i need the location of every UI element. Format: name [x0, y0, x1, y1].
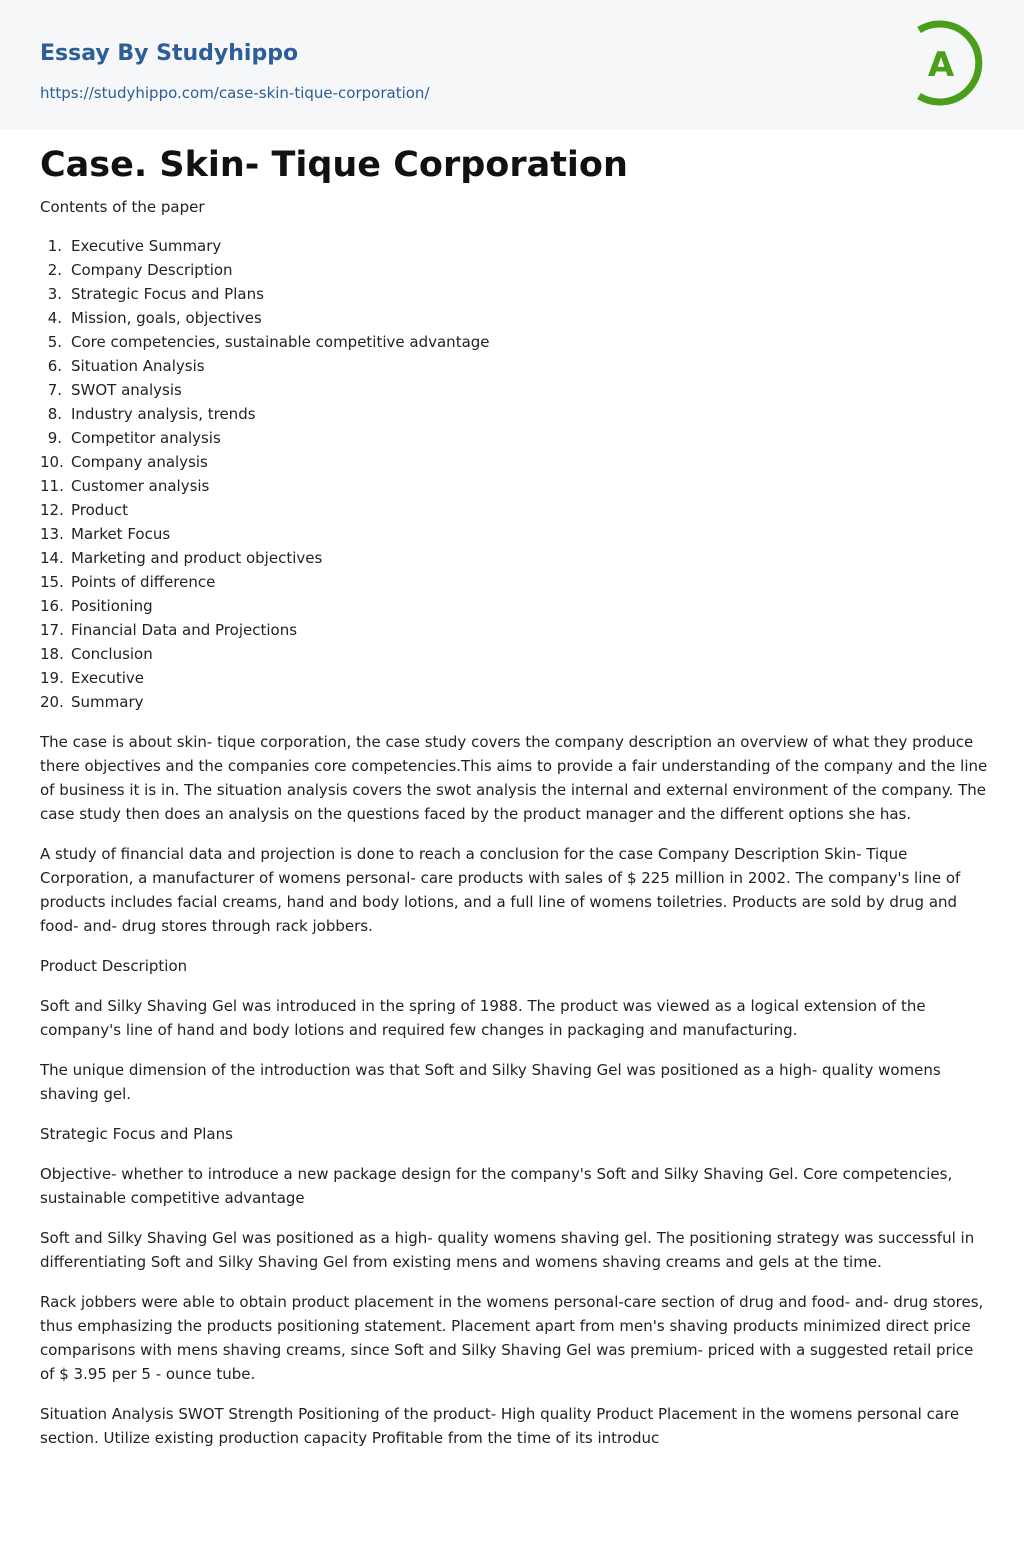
section-heading-strategic-focus: Strategic Focus and Plans	[40, 1125, 233, 1143]
toc-item[interactable]: 14. Marketing and product objectives	[40, 549, 323, 567]
toc-item[interactable]: 11. Customer analysis	[40, 477, 210, 495]
paragraph-situation-analysis: Situation Analysis SWOT Strength Positioning of the product- High quality Product Placement in the womens personal care section. Utilize existing production capacity Profitable from the time of its introduc	[40, 1405, 960, 1447]
toc-item[interactable]: 10. Company analysis	[40, 453, 208, 471]
toc-item[interactable]: 20. Summary	[40, 693, 144, 711]
toc-item[interactable]: 5. Core competencies, sustainable competitive advantage	[47, 333, 490, 351]
studyhippo-logo-icon	[906, 18, 990, 108]
toc-item[interactable]: 9. Competitor analysis	[47, 429, 221, 447]
paragraph-overview: The case is about skin- tique corporation, the case study covers the company description an overview of what they produce there objectives and the companies core competencies.This aims to provide a fair understanding of the company and the line of business it is in. The situation analysis covers the swot analysis the internal and external environment of the company. The case study then does an analysis on the questions faced by the product manager and the different options she has.	[40, 733, 988, 823]
paragraph-company-description: A study of financial data and projection is done to reach a conclusion for the case Company Description Skin- Tique Corporation, a manufacturer of womens personal- care products with sales of $ 225 million in 2002. The company's line of products includes facial creams, hand and body lotions, and a full line of womens toiletries. Products are sold by drug and food- and- drug stores through rack jobbers.	[40, 845, 961, 935]
toc-item[interactable]: 2. Company Description	[47, 261, 233, 279]
toc-item[interactable]: 18. Conclusion	[40, 645, 153, 663]
brand-title[interactable]: Essay By Studyhippo	[40, 41, 299, 66]
table-of-contents	[40, 234, 990, 714]
page-title: Case. Skin- Tique Corporation	[40, 145, 628, 185]
svg-text:A: A	[927, 45, 955, 85]
toc-item[interactable]: 12. Product	[40, 501, 128, 519]
toc-item[interactable]: 4. Mission, goals, objectives	[47, 309, 262, 327]
paragraph-positioning: Soft and Silky Shaving Gel was positioned as a high- quality womens shaving gel. The positioning strategy was successful in differentiating Soft and Silky Shaving Gel from existing mens and womens shaving creams and gels at the time.	[40, 1229, 975, 1271]
article-body	[40, 196, 990, 1466]
section-heading-product-description: Product Description	[40, 957, 188, 975]
toc-item[interactable]: 3. Strategic Focus and Plans	[47, 285, 264, 303]
paragraph-unique-dimension: The unique dimension of the introduction was that Soft and Silky Shaving Gel was positioned as a high- quality womens shaving gel.	[40, 1061, 941, 1103]
contents-label: Contents of the paper	[40, 198, 205, 216]
source-url-link[interactable]: https://studyhippo.com/case-skin-tique-corporation/	[40, 84, 430, 102]
toc-item[interactable]: 6. Situation Analysis	[47, 357, 205, 375]
paragraph-rack-jobbers: Rack jobbers were able to obtain product placement in the womens personal-care section of drug and food- and- drug stores, thus emphasizing the products positioning statement. Placement apart from men's shaving products minimized direct price comparisons with mens shaving creams, since Soft and Silky Shaving Gel was premium- priced with a suggested retail price of $ 3.95 per 5 - ounce tube.	[40, 1293, 984, 1383]
toc-item[interactable]: 16. Positioning	[40, 597, 153, 615]
toc-item[interactable]: 15. Points of difference	[40, 573, 216, 591]
toc-item[interactable]: 13. Market Focus	[40, 525, 171, 543]
toc-item[interactable]: 17. Financial Data and Projections	[40, 621, 298, 639]
paragraph-product-intro: Soft and Silky Shaving Gel was introduced in the spring of 1988. The product was viewed as a logical extension of the company's line of hand and body lotions and required few changes in packaging and manufacturing.	[40, 997, 926, 1039]
toc-item[interactable]: 19. Executive	[40, 669, 145, 687]
toc-item[interactable]: 1. Executive Summary	[47, 237, 222, 255]
site-header	[0, 0, 1024, 129]
paragraph-objective: Objective- whether to introduce a new package design for the company's Soft and Silky Shaving Gel. Core competencies, sustainable competitive advantage	[40, 1165, 953, 1207]
toc-item[interactable]: 7. SWOT analysis	[47, 381, 182, 399]
toc-item[interactable]: 8. Industry analysis, trends	[47, 405, 256, 423]
logo[interactable]	[906, 18, 990, 108]
